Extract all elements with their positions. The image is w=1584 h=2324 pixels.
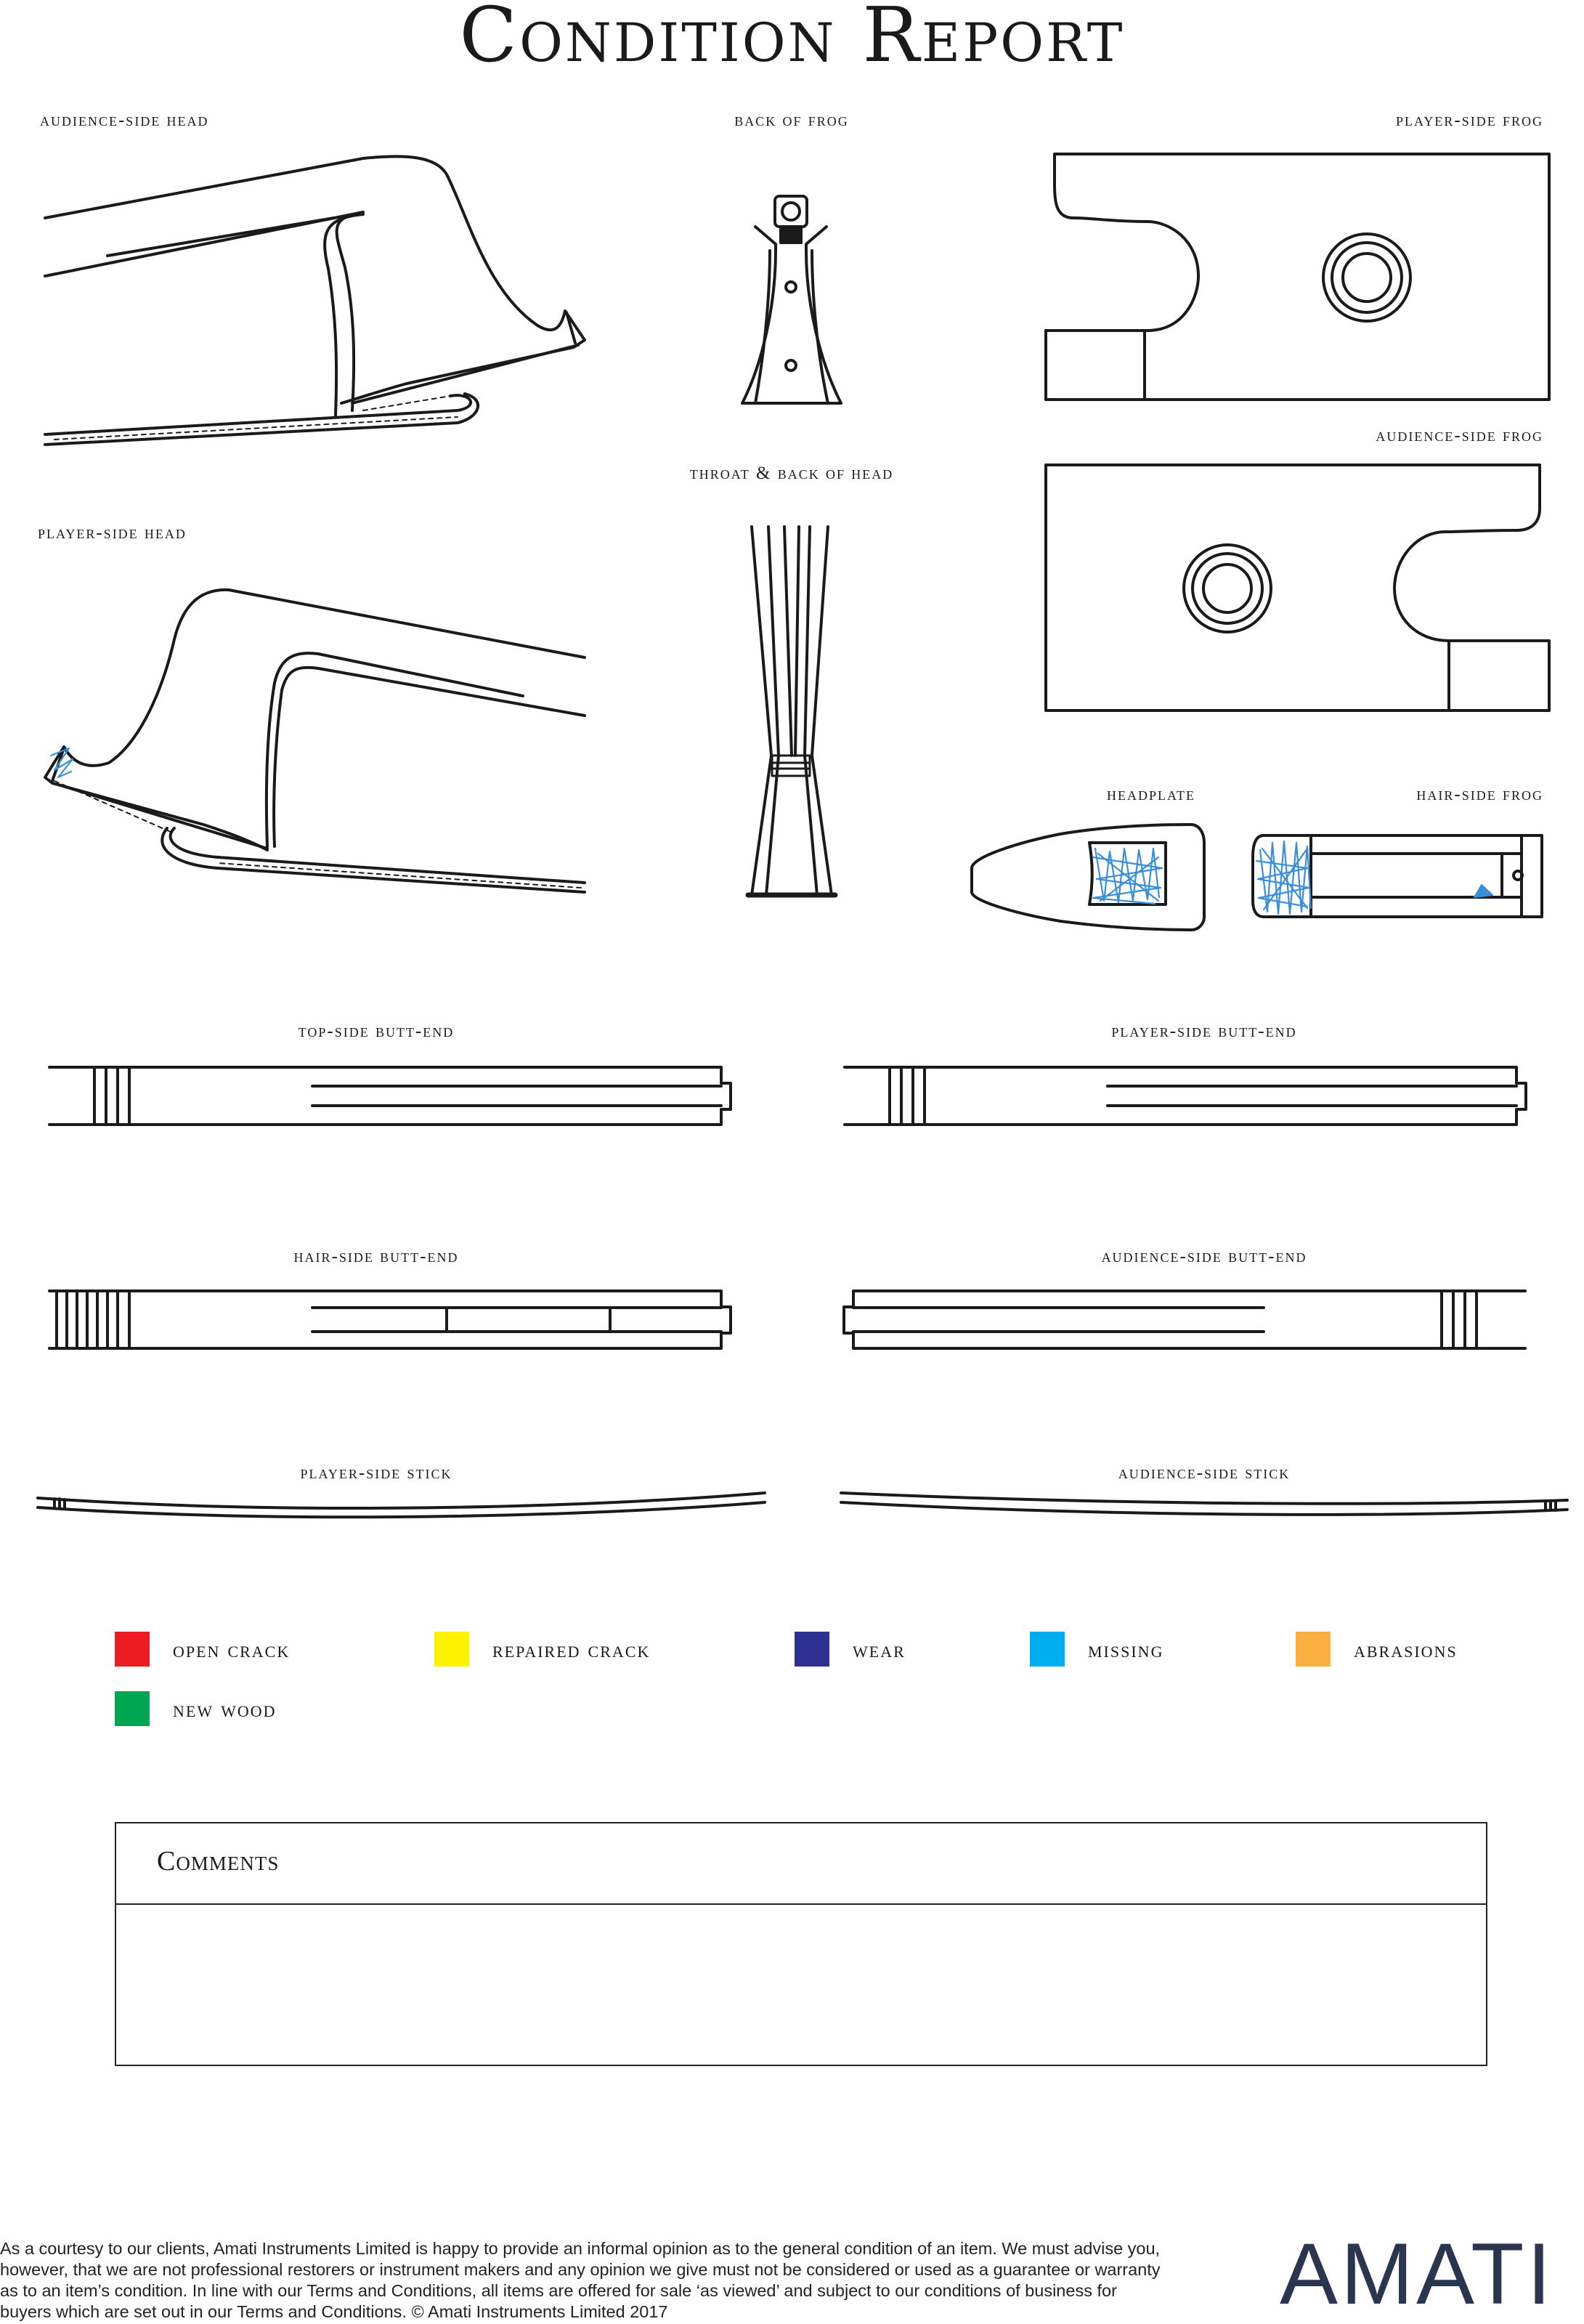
- new-wood-swatch: [115, 1691, 150, 1726]
- comments-header: [116, 1823, 1486, 1905]
- throat-back-of-head-drawing: [748, 527, 835, 895]
- legend-wear: [795, 1632, 954, 1667]
- player-side-head-drawing: [45, 590, 585, 892]
- back-of-frog-drawing: [742, 196, 841, 403]
- repaired-crack-swatch: [434, 1632, 469, 1667]
- wear-swatch: [795, 1632, 829, 1667]
- comments-field[interactable]: [116, 1905, 1486, 2066]
- legend-missing: [1030, 1632, 1211, 1667]
- label-throat-back-of-head: throat & back of head: [689, 463, 894, 483]
- page-title: Condition Report: [459, 0, 1125, 79]
- missing-swatch: [1030, 1632, 1065, 1667]
- comments-title: Comments: [157, 1846, 280, 1876]
- label-audience-side-butt-end: audience-side butt-end: [1101, 1247, 1307, 1266]
- label-back-of-frog: back of frog: [734, 110, 849, 130]
- legend-label: missing: [1088, 1636, 1164, 1662]
- legend-open-crack: [115, 1632, 354, 1667]
- label-top-side-butt-end: top-side butt-end: [298, 1021, 455, 1041]
- missing-markings: [51, 748, 1311, 914]
- legend-abrasions: [1296, 1632, 1514, 1667]
- disclaimer-text: As a courtesy to our clients, Amati Instruments Limited is happy to provide an informal opinion as to the general condition of an item. We must advise you, however, that we are not professional restorers or instrument makers and any opinion we give must not be considered or used as a guarantee or warranty as to an item’s condition. In line with our Terms and Conditions, all items are offered for sale ‘as viewed’ and subject to our conditions of business for buyers which are set out in our Terms and Conditions. © Amati Instruments Limited 2017: [0, 2239, 1161, 2321]
- legend-label: open crack: [173, 1636, 291, 1662]
- hair-side-butt-end-drawing: [49, 1291, 731, 1348]
- open-crack-swatch: [115, 1632, 150, 1667]
- label-player-side-head: player-side head: [38, 523, 187, 543]
- player-side-butt-end-drawing: [845, 1067, 1526, 1125]
- legend-label: abrasions: [1354, 1636, 1458, 1662]
- comments-box: [115, 1822, 1487, 2066]
- abrasions-swatch: [1296, 1632, 1331, 1667]
- legend-label: repaired crack: [492, 1636, 651, 1662]
- headplate-drawing: [972, 825, 1204, 930]
- label-headplate: headplate: [1107, 785, 1195, 804]
- label-player-side-stick: player-side stick: [300, 1463, 452, 1483]
- player-side-frog-drawing: [1046, 154, 1549, 400]
- legend-new-wood: [115, 1691, 354, 1726]
- audience-side-frog-drawing: [1046, 465, 1549, 710]
- audience-side-head-drawing: [45, 156, 585, 445]
- label-player-side-frog: player-side frog: [1396, 110, 1543, 130]
- label-audience-side-stick: audience-side stick: [1118, 1463, 1291, 1483]
- label-audience-side-frog: audience-side frog: [1376, 426, 1543, 445]
- legend-label: new wood: [173, 1696, 277, 1722]
- amati-logo: AMATI: [1280, 2225, 1554, 2323]
- audience-side-butt-end-drawing: [844, 1291, 1525, 1348]
- top-side-butt-end-drawing: [49, 1067, 731, 1125]
- player-side-stick-drawing: [38, 1493, 765, 1517]
- label-hair-side-frog: hair-side frog: [1416, 785, 1543, 804]
- legend-label: wear: [853, 1636, 906, 1662]
- label-hair-side-butt-end: hair-side butt-end: [293, 1247, 459, 1266]
- legend-repaired-crack: [434, 1632, 710, 1667]
- audience-side-stick-drawing: [841, 1493, 1567, 1515]
- label-audience-side-head: audience-side head: [40, 110, 209, 130]
- label-player-side-butt-end: player-side butt-end: [1111, 1021, 1297, 1041]
